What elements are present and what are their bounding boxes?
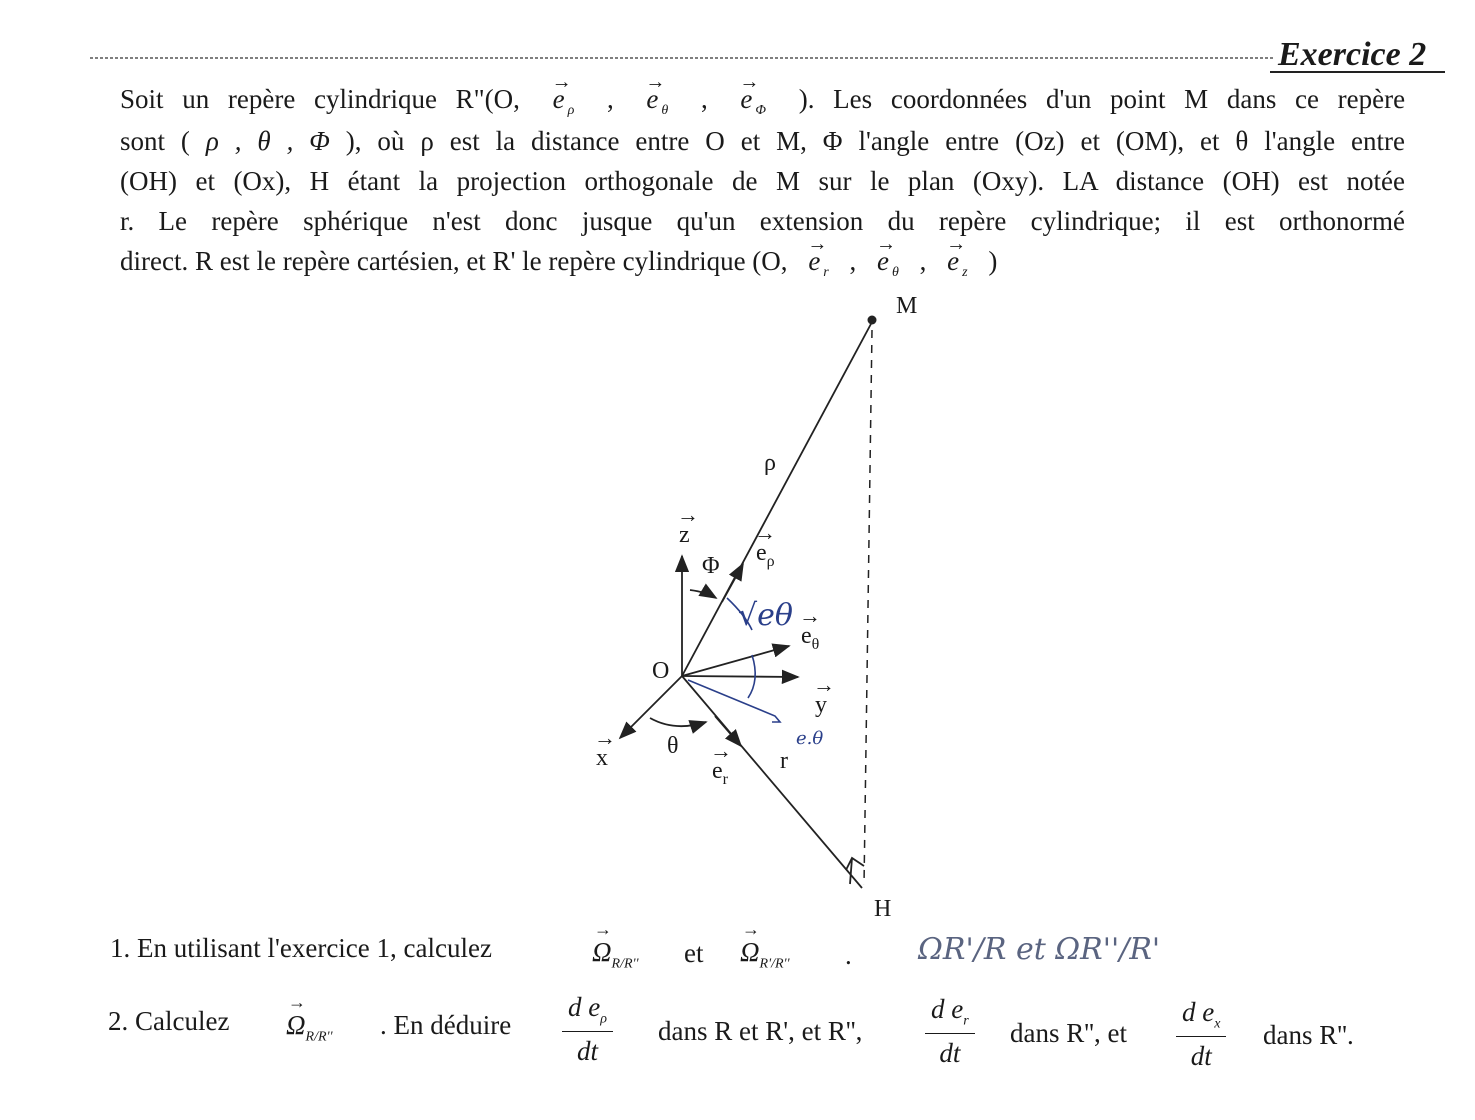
line-OH: [682, 676, 862, 888]
omega-R1-R2: → $\Omega_{R'/R''}$: [740, 937, 790, 972]
vector-e-r: → e $_r$: [808, 246, 828, 288]
label-e-theta: → $e_\theta$: [801, 623, 819, 654]
handwritten-vector: [688, 680, 780, 722]
line-MH-dashed: [864, 330, 872, 885]
exercise-title: Exercice 2: [1278, 36, 1427, 73]
vector-e-rho: → e $_\rho$: [553, 84, 575, 126]
vector-e-theta: → e $_\theta$: [646, 84, 668, 126]
comma: ,: [919, 246, 927, 276]
angle-phi-arc: [690, 590, 716, 598]
derivative-e-r: $\frac{d e_r}{dt}$: [925, 994, 975, 1069]
label-rho: ρ: [764, 450, 776, 476]
comma: ,: [606, 84, 614, 114]
text: Soit un repère cylindrique R"(O,: [120, 84, 520, 114]
label-e-r: → $e_r$: [712, 758, 728, 789]
vector-e-rho-arrow: [722, 564, 743, 602]
axis-x: [620, 676, 682, 738]
question-2-text: 2. Calculez: [108, 1006, 230, 1036]
angle-theta-arc: [650, 718, 706, 726]
text: direct. R est le repère cartésien, et R' le repère cylindrique (O,: [120, 246, 788, 276]
paragraph-line-3: (OH) et (Ox), H étant la projection orthogonale de M sur le plan (Oxy). LA distance (OH) est notée: [120, 166, 1405, 196]
question-2-text-3: dans R'', et: [1010, 1018, 1127, 1048]
vector-e-z: → e $_z$: [947, 246, 967, 288]
label-r: r: [780, 748, 788, 774]
question-1-text: 1. En utilisant l'exercice 1, calculez: [110, 933, 492, 963]
text: ). Les coordonnées d'un point M dans ce repère: [798, 84, 1406, 114]
point-M: [868, 316, 877, 325]
question-2-text-2: dans R et R', et R'',: [658, 1016, 863, 1046]
label-vector-z: → z: [679, 522, 690, 549]
label-O: O: [652, 658, 670, 684]
label-vector-x: → x: [596, 745, 608, 772]
omega-R-R2: → $\Omega_{R/R''}$: [592, 937, 639, 972]
derivative-e-rho: $\frac{d e_\rho}{dt}$: [562, 992, 613, 1067]
derivative-e-x: $\frac{d e_x}{dt}$: [1176, 997, 1226, 1072]
label-theta: θ: [667, 733, 679, 759]
label-e-rho: → $e_\rho$: [756, 540, 775, 571]
question-1-et: et: [684, 938, 704, 968]
coordinates: ρ , θ , Φ: [205, 126, 330, 156]
axis-y: [682, 676, 798, 677]
label-phi: Φ: [702, 553, 720, 579]
label-M: M: [896, 293, 918, 319]
question-1-period: .: [845, 940, 852, 970]
paragraph-line-4: r. Le repère sphérique n'est donc jusque qu'un extension du repère cylindrique; il est orthonormé: [120, 206, 1405, 236]
vector-e-phi: → e $_\Phi$: [740, 84, 766, 126]
vector-e-theta-arrow: [682, 646, 789, 676]
vector-e-theta: → e $_\theta$: [877, 246, 899, 288]
comma: ,: [700, 84, 708, 114]
label-vector-y: → y: [815, 692, 827, 719]
question-2-deduce: . En déduire: [380, 1010, 512, 1040]
handwritten-answer: ΩR'/R et ΩR''/R': [918, 932, 1161, 967]
text: ): [988, 246, 998, 276]
text: ), où ρ est la distance entre O et M, Φ l'angle entre (Oz) et (OM), et θ l'angle entre: [345, 126, 1406, 156]
comma: ,: [849, 246, 857, 276]
omega-R-R2: → $\Omega_{R/R''}$: [286, 1010, 333, 1045]
label-H: H: [874, 896, 892, 922]
text: sont (: [120, 126, 190, 156]
question-2-text-4: dans R''.: [1263, 1020, 1354, 1050]
handwritten-note: √eθ: [738, 598, 793, 633]
handwritten-note: e.θ: [796, 728, 824, 749]
